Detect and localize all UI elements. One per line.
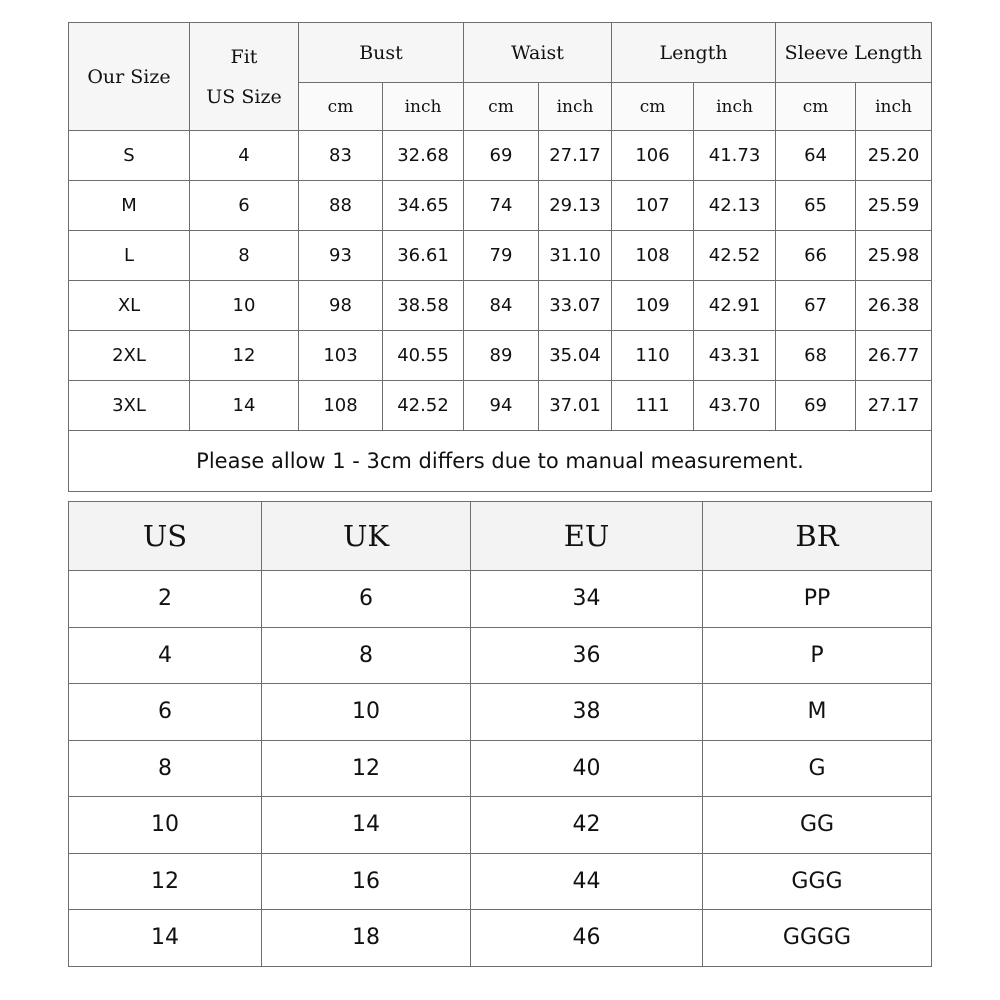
cell-bust-inch: 42.52: [383, 381, 464, 431]
table-row: [69, 910, 932, 967]
cell-br: G: [703, 740, 932, 797]
table-row: [69, 740, 932, 797]
cell-sleeve-cm: 65: [776, 181, 856, 231]
cell-sleeve-cm: 67: [776, 281, 856, 331]
cell-uk: 12: [262, 740, 471, 797]
header-eu: EU: [471, 502, 703, 571]
cell-uk: 16: [262, 853, 471, 910]
cell-length-inch: 43.31: [694, 331, 776, 381]
unit-cm: cm: [299, 83, 383, 131]
header-fit-us-size: [190, 23, 299, 131]
cell-length-cm: 108: [612, 231, 694, 281]
cell-our-size: S: [69, 131, 190, 181]
cell-bust-cm: 88: [299, 181, 383, 231]
table-row: [69, 797, 932, 854]
cell-us: 2: [69, 571, 262, 628]
cell-eu: 44: [471, 853, 703, 910]
cell-length-cm: 110: [612, 331, 694, 381]
size-conversion-table: [68, 501, 932, 967]
size-chart-table: [68, 22, 932, 492]
cell-our-size: 3XL: [69, 381, 190, 431]
cell-waist-inch: 29.13: [539, 181, 612, 231]
cell-length-inch: 42.52: [694, 231, 776, 281]
cell-us-size: 12: [190, 331, 299, 381]
cell-br: GGG: [703, 853, 932, 910]
cell-sleeve-cm: 64: [776, 131, 856, 181]
cell-length-inch: 41.73: [694, 131, 776, 181]
cell-sleeve-cm: 68: [776, 331, 856, 381]
header-br: BR: [703, 502, 932, 571]
cell-us-size: 14: [190, 381, 299, 431]
table-row: [69, 131, 932, 181]
cell-bust-cm: 83: [299, 131, 383, 181]
table-row: [69, 571, 932, 628]
cell-waist-cm: 94: [464, 381, 539, 431]
table-row: [69, 684, 932, 741]
cell-us: 4: [69, 627, 262, 684]
table-row: [69, 853, 932, 910]
cell-br: PP: [703, 571, 932, 628]
cell-waist-inch: 27.17: [539, 131, 612, 181]
cell-our-size: M: [69, 181, 190, 231]
cell-uk: 18: [262, 910, 471, 967]
conversion-body: [69, 571, 932, 967]
cell-eu: 34: [471, 571, 703, 628]
cell-uk: 10: [262, 684, 471, 741]
header-uk: UK: [262, 502, 471, 571]
cell-eu: 42: [471, 797, 703, 854]
unit-inch: inch: [539, 83, 612, 131]
cell-br: M: [703, 684, 932, 741]
cell-sleeve-cm: 69: [776, 381, 856, 431]
table-row: [69, 181, 932, 231]
cell-length-inch: 42.13: [694, 181, 776, 231]
cell-us: 8: [69, 740, 262, 797]
cell-waist-inch: 37.01: [539, 381, 612, 431]
cell-bust-inch: 34.65: [383, 181, 464, 231]
cell-bust-inch: 40.55: [383, 331, 464, 381]
cell-bust-inch: 32.68: [383, 131, 464, 181]
cell-bust-cm: 103: [299, 331, 383, 381]
unit-cm: cm: [464, 83, 539, 131]
cell-bust-inch: 38.58: [383, 281, 464, 331]
unit-inch: inch: [383, 83, 464, 131]
header-bust: Bust: [299, 23, 464, 83]
cell-eu: 40: [471, 740, 703, 797]
table-row: [69, 331, 932, 381]
header-our-size: Our Size: [69, 23, 190, 131]
cell-us: 12: [69, 853, 262, 910]
table-row: [69, 281, 932, 331]
cell-waist-cm: 84: [464, 281, 539, 331]
unit-inch: inch: [856, 83, 932, 131]
cell-uk: 6: [262, 571, 471, 628]
cell-bust-inch: 36.61: [383, 231, 464, 281]
measurement-note: Please allow 1 - 3cm differs due to manual measurement.: [69, 431, 932, 492]
cell-br: GGGG: [703, 910, 932, 967]
cell-waist-cm: 74: [464, 181, 539, 231]
cell-us: 14: [69, 910, 262, 967]
header-length: Length: [612, 23, 776, 83]
cell-sleeve-inch: 25.59: [856, 181, 932, 231]
cell-us-size: 10: [190, 281, 299, 331]
unit-inch: inch: [694, 83, 776, 131]
cell-sleeve-inch: 27.17: [856, 381, 932, 431]
cell-eu: 46: [471, 910, 703, 967]
cell-us-size: 8: [190, 231, 299, 281]
cell-bust-cm: 108: [299, 381, 383, 431]
cell-waist-inch: 33.07: [539, 281, 612, 331]
cell-eu: 36: [471, 627, 703, 684]
cell-length-cm: 109: [612, 281, 694, 331]
cell-our-size: 2XL: [69, 331, 190, 381]
cell-us: 10: [69, 797, 262, 854]
cell-br: P: [703, 627, 932, 684]
header-fit-label: Fit: [230, 45, 258, 68]
header-sleeve-length: Sleeve Length: [776, 23, 932, 83]
header-us-size-label: US Size: [206, 85, 282, 108]
unit-cm: cm: [612, 83, 694, 131]
cell-waist-cm: 79: [464, 231, 539, 281]
cell-length-cm: 111: [612, 381, 694, 431]
cell-length-inch: 43.70: [694, 381, 776, 431]
cell-sleeve-inch: 26.77: [856, 331, 932, 381]
size-chart-body: [69, 131, 932, 431]
cell-us-size: 6: [190, 181, 299, 231]
cell-waist-inch: 35.04: [539, 331, 612, 381]
cell-length-cm: 106: [612, 131, 694, 181]
cell-length-inch: 42.91: [694, 281, 776, 331]
cell-uk: 8: [262, 627, 471, 684]
cell-sleeve-inch: 25.20: [856, 131, 932, 181]
cell-sleeve-cm: 66: [776, 231, 856, 281]
cell-eu: 38: [471, 684, 703, 741]
cell-us: 6: [69, 684, 262, 741]
cell-bust-cm: 93: [299, 231, 383, 281]
cell-waist-cm: 89: [464, 331, 539, 381]
header-waist: Waist: [464, 23, 612, 83]
cell-our-size: L: [69, 231, 190, 281]
cell-br: GG: [703, 797, 932, 854]
cell-length-cm: 107: [612, 181, 694, 231]
table-row: [69, 231, 932, 281]
table-row: [69, 381, 932, 431]
cell-our-size: XL: [69, 281, 190, 331]
cell-bust-cm: 98: [299, 281, 383, 331]
cell-waist-inch: 31.10: [539, 231, 612, 281]
cell-sleeve-inch: 26.38: [856, 281, 932, 331]
header-us: US: [69, 502, 262, 571]
table-row: [69, 627, 932, 684]
cell-sleeve-inch: 25.98: [856, 231, 932, 281]
cell-waist-cm: 69: [464, 131, 539, 181]
cell-uk: 14: [262, 797, 471, 854]
unit-cm: cm: [776, 83, 856, 131]
cell-us-size: 4: [190, 131, 299, 181]
